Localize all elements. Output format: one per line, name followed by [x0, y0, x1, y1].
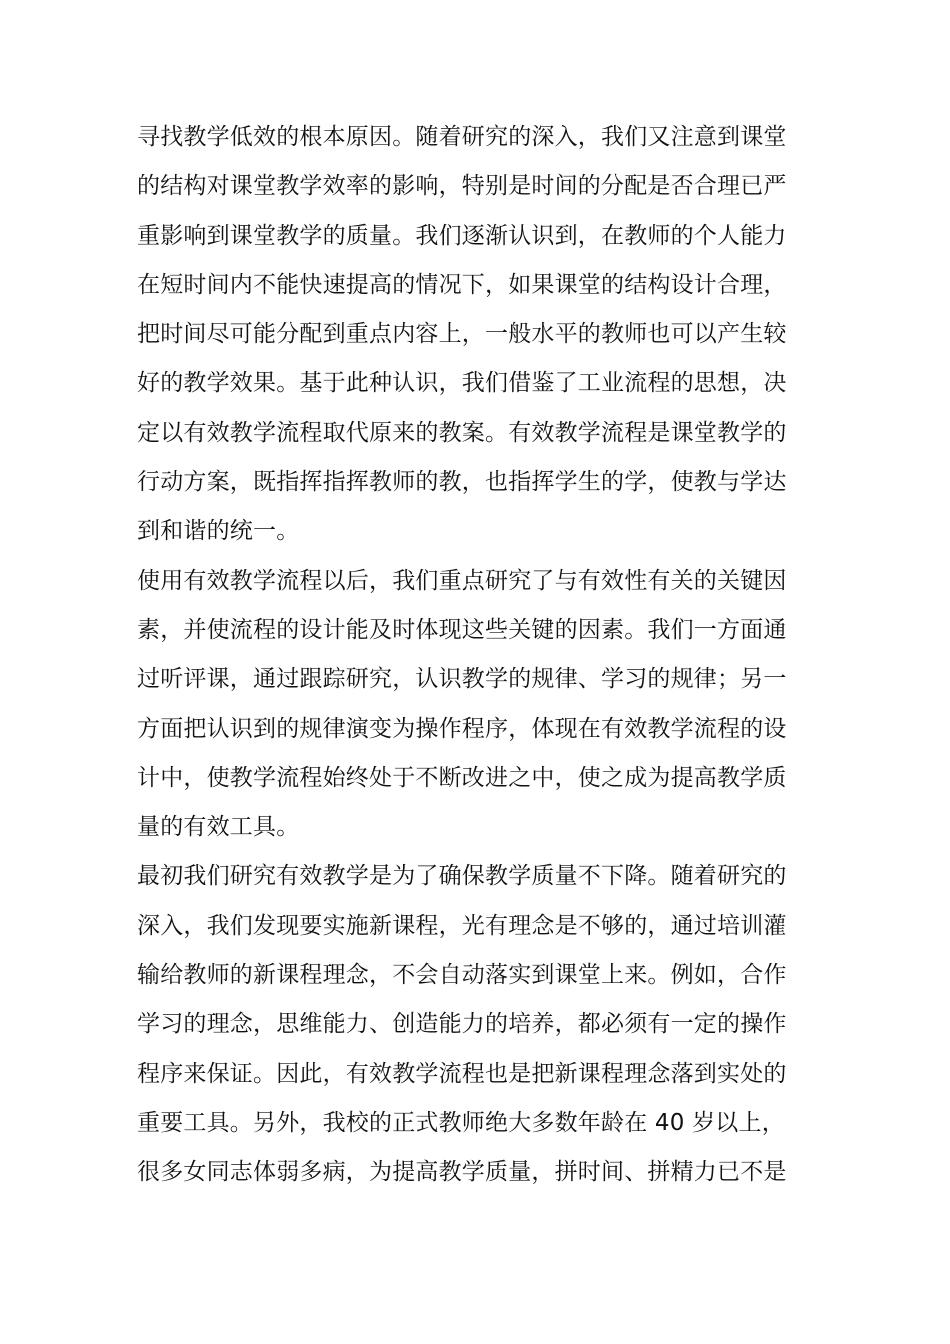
- text-line: 素，并使流程的设计能及时体现这些关键的因素。我们一方面通: [137, 616, 787, 643]
- text-line: 程序来保证。因此，有效教学流程也是把新课程理念落到实处的: [137, 1060, 787, 1087]
- text-line: 过听评课，通过跟踪研究，认识教学的规律、学习的规律；另一: [137, 666, 787, 693]
- text-line: 使用有效教学流程以后，我们重点研究了与有效性有关的关键因: [137, 567, 787, 594]
- text-line: 的结构对课堂教学效率的影响，特别是时间的分配是否合理已严: [137, 173, 787, 200]
- text-line: 方面把认识到的规律演变为操作程序，体现在有效教学流程的设: [137, 715, 787, 742]
- text-line: 最初我们研究有效教学是为了确保教学质量不下降。随着研究的: [137, 863, 787, 890]
- paragraph-2: [137, 557, 807, 853]
- text-line: 把时间尽可能分配到重点内容上，一般水平的教师也可以产生较: [137, 321, 787, 348]
- text-line: 学习的理念，思维能力、创造能力的培养，都必须有一定的操作: [137, 1011, 787, 1038]
- text-line: 行动方案，既指挥指挥教师的教，也指挥学生的学，使教与学达: [137, 469, 787, 496]
- text-line: 重影响到课堂教学的质量。我们逐渐认识到，在教师的个人能力: [137, 222, 787, 249]
- text-line: 输给教师的新课程理念，不会自动落实到课堂上来。例如，合作: [137, 962, 787, 989]
- text-line: 量的有效工具。: [137, 814, 300, 841]
- text-line: 好的教学效果。基于此种认识，我们借鉴了工业流程的思想，决: [137, 370, 787, 397]
- text-line: 在短时间内不能快速提高的情况下，如果课堂的结构设计合理，: [137, 271, 787, 298]
- text-line: 重要工具。另外，我校的正式教师绝大多数年龄在 40 岁以上，: [137, 1109, 785, 1136]
- text-line: 寻找教学低效的根本原因。随着研究的深入，我们又注意到课堂: [137, 124, 787, 150]
- document-body: [137, 113, 807, 1198]
- text-line: 很多女同志体弱多病，为提高教学质量，拼时间、拼精力已不是: [137, 1159, 787, 1186]
- paragraph-1: [137, 113, 807, 557]
- text-line: 计中，使教学流程始终处于不断改进之中，使之成为提高教学质: [137, 764, 787, 791]
- text-line: 到和谐的统一。: [137, 518, 300, 545]
- text-line: 深入，我们发现要实施新课程，光有理念是不够的，通过培训灌: [137, 912, 787, 939]
- text-line: 定以有效教学流程取代原来的教案。有效教学流程是课堂教学的: [137, 419, 787, 446]
- paragraph-3: [137, 852, 807, 1197]
